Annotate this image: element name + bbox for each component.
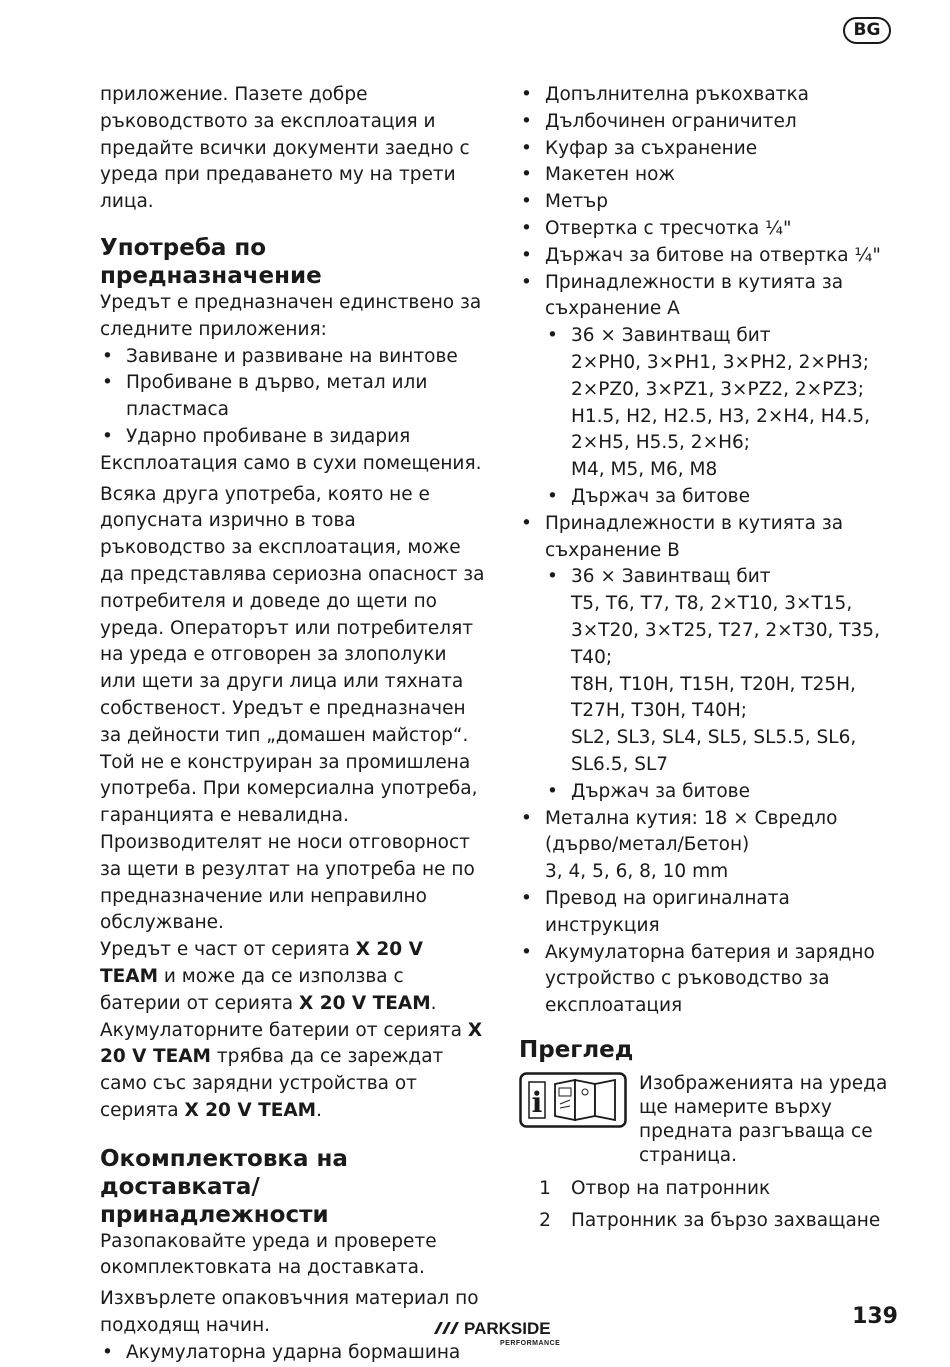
left-column: [100, 82, 485, 1367]
brand-sub: PERFORMANCE: [500, 1340, 561, 1347]
page-number: 139: [852, 1304, 898, 1329]
list-item: • Куфар за съхранение: [519, 136, 899, 163]
delivery-list-left: [100, 1340, 485, 1367]
box-b-bit-line: SL6.5, SL7: [571, 753, 669, 775]
box-a-item: [519, 270, 899, 324]
box-a-bit-line: 2×H5, H5.5, 2×H6;: [571, 432, 750, 454]
list-item: [519, 1208, 899, 1240]
box-a-bit-line: 2×PZ0, 3×PZ1, 3×PZ2, 2×PZ3;: [571, 378, 865, 400]
language-badge: BG: [843, 17, 891, 44]
list-item: • Държач за битове на отвертка ¼": [519, 243, 899, 270]
box-b-bit-line: 3×T20, 3×T25, T27, 2×T30, T35,: [571, 619, 880, 641]
brand-name: PARKSIDE: [464, 1319, 551, 1338]
metal-box-item: [519, 806, 899, 886]
box-b-bit-line: T27H, T30H, T40H;: [571, 700, 748, 722]
box-b-holder: • Държач за битове: [519, 779, 899, 806]
part-label: Отвор на патронник: [571, 1177, 771, 1199]
section-title-intended-use: Употреба по предназначение: [100, 234, 322, 289]
section-title-delivery: Окомплектовка на доставката/ принадлежности: [100, 1145, 348, 1228]
parkside-logo: [430, 1312, 600, 1348]
list-item: • Макетен нож: [519, 162, 899, 189]
liability-paragraph: Всяка друга употреба, която не е допусната изрично в това ръководство за експлоатация, може да представлява сериозна опасност за потребителя и доведе до щети по уреда. Операторът или потребителят на уреда е отговорен за злополуки или щети за други лица или тяхната собственост. Уредът е предназначен за дейности тип „домашен майстор“. Той не е конструиран за промишлена употреба. При комерсиална употреба, гаранцията е невалидна. Производителят не носи отговорност за щети в резултат на употреба не по предназначение или неправилно обслужване.: [100, 483, 485, 934]
list-item: • Отвертка с тресчотка ¼": [519, 216, 899, 243]
list-item: • Метър: [519, 189, 899, 216]
intended-use-list: [100, 344, 485, 451]
box-b-bit-line: T8H, T10H, T15H, T20H, T25H,: [571, 673, 856, 695]
right-column: [519, 82, 899, 1240]
metal-box-sizes: 3, 4, 5, 6, 8, 10 mm: [545, 861, 729, 883]
svg-text:i: i: [531, 1085, 543, 1119]
list-item: • Ударно пробиване в зидария: [100, 424, 485, 451]
box-a-holder: • Държач за битове: [519, 484, 899, 511]
box-b-bit-line: SL2, SL3, SL4, SL5, SL5.5, SL6,: [571, 727, 857, 749]
list-item: • Превод на оригиналната инструкция: [519, 886, 899, 940]
box-a-bit-line: H1.5, H2, H2.5, H3, 2×H4, H4.5,: [571, 405, 870, 427]
series-name: X 20 V TEAM: [299, 992, 431, 1014]
box-a-title: • Принадлежности в кутията за съхранение A: [545, 271, 844, 320]
dispose-paragraph: Изхвърлете опаковъчния материал по подходящ начин.: [100, 1288, 479, 1337]
part-number: 1: [539, 1177, 551, 1199]
part-number: 2: [539, 1209, 551, 1231]
box-a-bit-line: M4, M5, M6, M8: [571, 459, 718, 481]
delivery-list-right: [519, 82, 899, 1020]
box-a-bit-line: 2×PH0, 3×PH1, 3×PH2, 2×PH3;: [571, 351, 869, 373]
list-item: • Акумулаторна батерия и зарядно устройство с ръководство за експлоатация: [519, 940, 899, 1020]
box-b-bit-line: T5, T6, T7, T8, 2×T10, 3×T15,: [571, 593, 853, 615]
list-item: • Дълбочинен ограничител: [519, 109, 899, 136]
overview-info-text: Изображенията на уреда ще намерите върху предната разгъваща се страница.: [639, 1072, 888, 1166]
series-paragraph: Уредът е част от серията X 20 V TEAM и може да се използва с батерии от серията X 20 V TEAM. Акумулаторните батерии от серията X 20 V TEAM трябва да се зареждат само със зарядни устройства от серията X 20 V TEAM.: [100, 939, 483, 1121]
box-b-title: • Принадлежности в кутията за съхранение B: [545, 512, 844, 561]
metal-box-line: • Метална кутия: 18 × Свредло (дърво/метал/Бетон): [545, 807, 838, 856]
list-item: • Акумулаторна ударна бормашина: [100, 1340, 485, 1367]
series-name: X 20 V TEAM: [100, 939, 423, 987]
intro-paragraph: приложение. Пазете добре ръководството за експлоатация и предайте всички документи заедно с уреда при предаването му на трети лица.: [100, 84, 470, 213]
series-name: X 20 V TEAM: [184, 1099, 317, 1121]
overview-parts-list: [519, 1176, 899, 1240]
list-item: • Завиване и развиване на винтове: [100, 344, 485, 371]
unpack-paragraph: Разопаковайте уреда и проверете окомплектовката на доставката.: [100, 1230, 437, 1279]
dry-rooms-note: Експлоатация само в сухи помещения.: [100, 452, 482, 474]
info-foldout-icon: [519, 1072, 627, 1128]
series-name: X 20 V TEAM: [100, 1019, 483, 1068]
box-a-bits: • 36 × Завинтващ бит: [519, 323, 899, 350]
box-b-bits: • 36 × Завинтващ бит: [519, 564, 899, 591]
list-item: [519, 1176, 899, 1208]
list-item: • Пробиване в дърво, метал или пластмаса: [100, 370, 485, 424]
box-b-bit-line: T40;: [571, 646, 613, 668]
part-label: Патронник за бързо захващане: [571, 1209, 881, 1231]
list-item: • Допълнителна ръкохватка: [519, 82, 899, 109]
box-b-item: [519, 511, 899, 565]
overview-info: [519, 1072, 899, 1168]
section-title-overview: Преглед: [519, 1036, 634, 1063]
intended-use-lead: Уредът е предназначен единствено за следните приложения:: [100, 291, 482, 340]
